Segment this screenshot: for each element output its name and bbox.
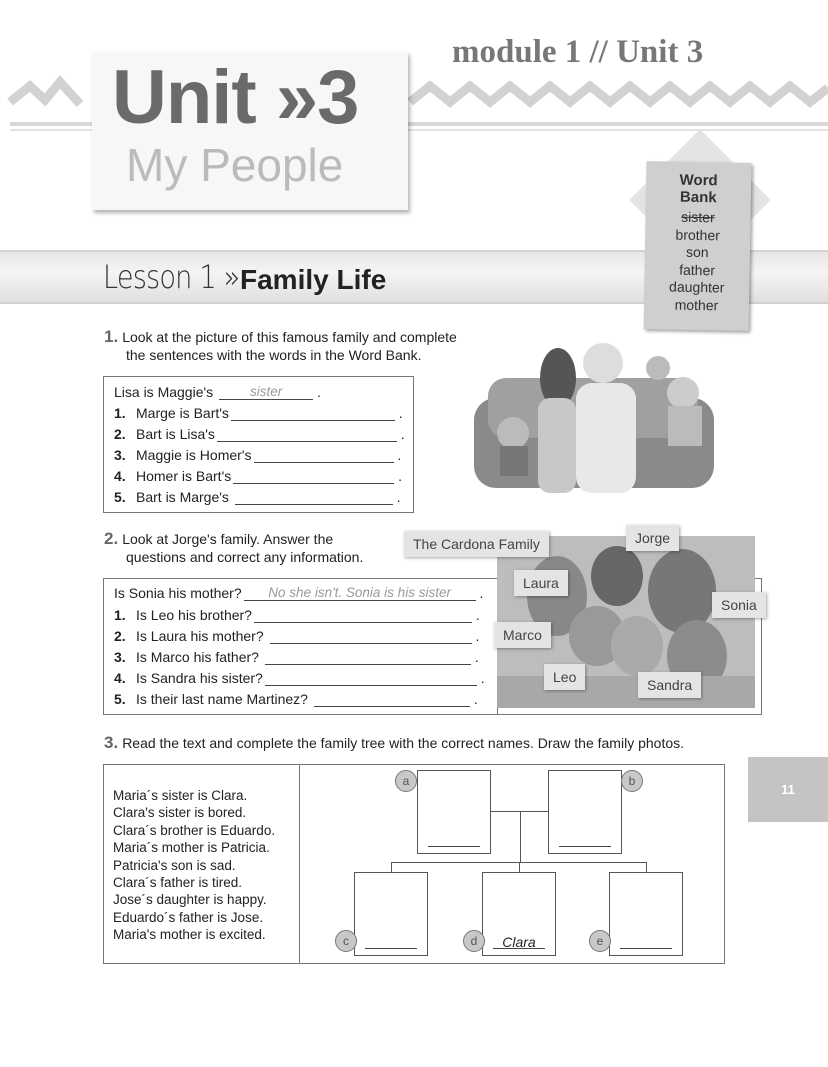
item-number: 2. xyxy=(114,426,126,442)
clue: Patricia's son is sad. xyxy=(113,857,236,873)
answer-field[interactable] xyxy=(254,609,472,623)
tree-letter-e: e xyxy=(589,930,611,952)
name-tag-sandra: Sandra xyxy=(638,672,701,698)
exercise-number: 1. xyxy=(104,327,119,346)
item-text: Is Leo his brother? xyxy=(136,607,252,623)
answer-field[interactable] xyxy=(231,407,395,421)
lesson-label: Lesson 1 » xyxy=(103,258,240,296)
tree-connector xyxy=(646,862,647,872)
clue: Maria´s mother is Patricia. xyxy=(113,840,270,856)
word-bank-word: father xyxy=(679,261,716,278)
clue: Maria´s sister is Clara. xyxy=(113,788,248,803)
example-text: Is Sonia his mother? xyxy=(114,585,242,601)
word-bank-word: mother xyxy=(674,296,719,313)
answer-field[interactable] xyxy=(265,651,471,665)
instruction-text: Read the text and complete the family tree with the correct names. Draw the family photos. xyxy=(122,735,685,751)
instruction-text: the sentences with the words in the Word Bank. xyxy=(126,346,422,363)
item-number: 4. xyxy=(114,670,126,686)
item-number: 2. xyxy=(114,628,126,644)
module-heading: module 1 // Unit 3 xyxy=(452,34,704,70)
tree-letter-a: a xyxy=(395,770,417,792)
tree-box-b[interactable] xyxy=(548,770,622,854)
example-text: Lisa is Maggie's xyxy=(114,384,214,400)
instruction-text: questions and correct any information. xyxy=(126,548,364,565)
item-number: 5. xyxy=(114,691,126,707)
simpsons-family-image xyxy=(468,338,726,506)
tree-box-d[interactable] xyxy=(482,872,556,956)
name-field[interactable] xyxy=(620,935,672,949)
instruction-text: Look at the picture of this famous family and complete xyxy=(122,329,457,345)
tree-box-e[interactable] xyxy=(609,872,683,956)
instruction-text: Look at Jorge's family. Answer the xyxy=(122,531,334,547)
tree-connector xyxy=(519,862,520,872)
clue: Clara's sister is bored. xyxy=(113,805,247,821)
tree-box-a[interactable] xyxy=(417,770,491,854)
answer-field[interactable] xyxy=(235,491,393,505)
clue-list xyxy=(113,787,275,944)
name-tag-laura: Laura xyxy=(514,570,568,596)
answer-field[interactable] xyxy=(314,693,470,707)
word-bank-title: Bank xyxy=(679,188,717,207)
exercise1-instruction xyxy=(104,328,457,364)
word-bank-word: brother xyxy=(675,226,721,243)
answer-field[interactable] xyxy=(233,470,394,484)
word-bank-word: sister xyxy=(681,208,715,226)
exercise2-box: Is Sonia his mother? No she isn't. Sonia is his sister . 1. Is Leo his brother? . 2. Is Laura his mother? . 3. Is Marco his father? . 4. Is Sandra his sister? . 5. Is their last name Martinez? . xyxy=(103,578,762,715)
example-answer: No she isn't. Sonia is his sister xyxy=(244,587,476,601)
tree-letter-b: b xyxy=(621,770,643,792)
item-text: Bart is Lisa's xyxy=(136,426,215,442)
word-bank-word: son xyxy=(685,243,709,261)
name-tag-marco: Marco xyxy=(494,622,551,648)
exercise-number: 2. xyxy=(104,529,119,548)
exercise-number: 3. xyxy=(104,733,119,752)
name-tag-sonia: Sonia xyxy=(712,592,766,618)
lesson-title: Family Life xyxy=(240,264,387,295)
page-number: 11 xyxy=(748,757,828,822)
name-tag-jorge: Jorge xyxy=(626,525,679,551)
clue: Maria's mother is excited. xyxy=(113,927,266,943)
exercise2-instruction xyxy=(104,530,363,566)
example-answer: sister xyxy=(219,386,313,400)
photo-caption: The Cardona Family xyxy=(404,531,549,557)
unit-title: Unit »3 xyxy=(112,55,359,140)
exercise3-instruction xyxy=(104,734,684,753)
item-text: Marge is Bart's xyxy=(136,405,229,421)
item-number: 5. xyxy=(114,489,126,505)
item-text: Homer is Bart's xyxy=(136,468,232,484)
word-bank-word: daughter xyxy=(669,278,725,296)
name-field[interactable]: Clara xyxy=(493,935,545,949)
tree-letter-c: c xyxy=(335,930,357,952)
word-bank-title: Word xyxy=(679,171,718,190)
clue: Jose´s daughter is happy. xyxy=(113,892,267,908)
name-tag-leo: Leo xyxy=(544,664,585,690)
item-text: Is Marco his father? xyxy=(136,649,259,665)
answer-field[interactable] xyxy=(217,428,397,442)
unit-card xyxy=(92,52,408,210)
clue: Clara´s brother is Eduardo. xyxy=(113,822,276,838)
tree-connector xyxy=(391,862,392,872)
item-number: 1. xyxy=(114,607,126,623)
name-field[interactable] xyxy=(559,833,611,847)
answer-field[interactable] xyxy=(265,672,477,686)
clue: Clara´s father is tired. xyxy=(113,875,243,891)
item-number: 1. xyxy=(114,405,126,421)
item-number: 4. xyxy=(114,468,126,484)
item-text: Is Laura his mother? xyxy=(136,628,264,644)
name-field[interactable] xyxy=(365,935,417,949)
item-text: Is their last name Martinez? xyxy=(136,691,308,707)
item-number: 3. xyxy=(114,649,126,665)
exercise1-box: Lisa is Maggie's sister . 1. Marge is Bart's . 2. Bart is Lisa's . 3. Maggie is Homer's . 4. Homer is Bart's . 5. Bart is Marge's . xyxy=(103,376,414,513)
answer-field[interactable] xyxy=(270,630,472,644)
name-field[interactable] xyxy=(428,833,480,847)
tree-letter-d: d xyxy=(463,930,485,952)
tree-connector xyxy=(520,811,521,862)
item-text: Is Sandra his sister? xyxy=(136,670,263,686)
unit-subtitle: My People xyxy=(126,139,344,191)
answer-field[interactable] xyxy=(254,449,394,463)
word-bank xyxy=(644,161,752,331)
item-number: 3. xyxy=(114,447,126,463)
item-text: Bart is Marge's xyxy=(136,489,229,505)
item-text: Maggie is Homer's xyxy=(136,447,252,463)
tree-box-c[interactable] xyxy=(354,872,428,956)
clue: Eduardo´s father is Jose. xyxy=(113,909,264,925)
